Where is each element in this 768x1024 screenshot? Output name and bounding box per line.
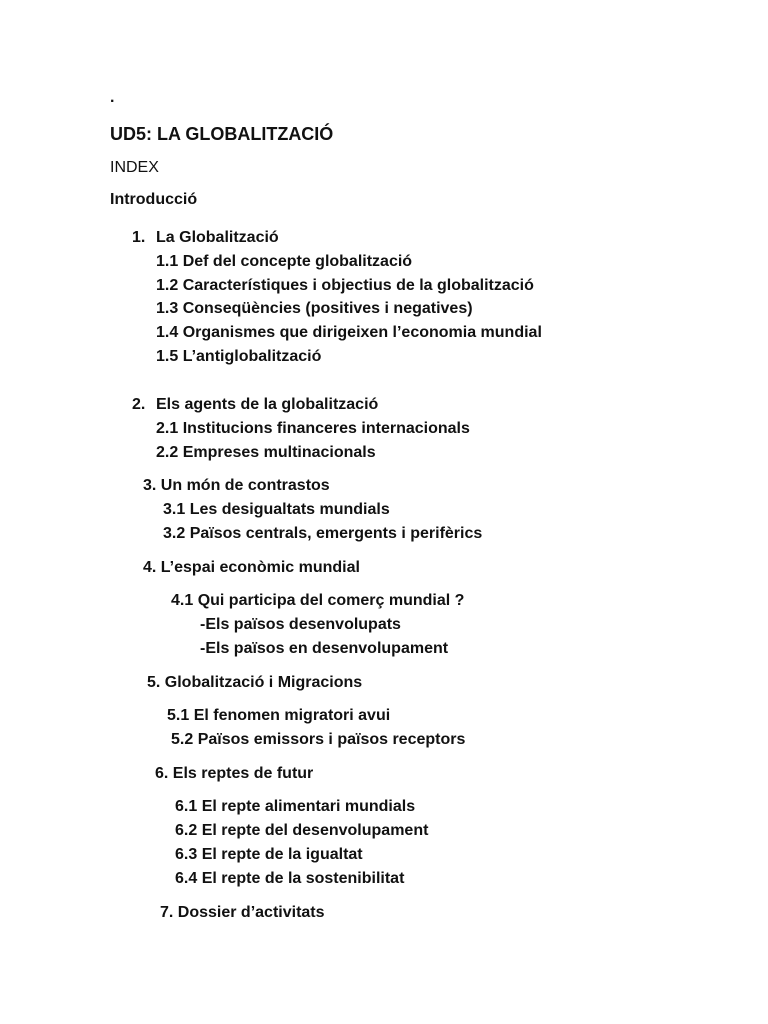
section-1-item: 1.5 L’antiglobalització <box>156 348 322 365</box>
section-6-item: 6.3 El repte de la igualtat <box>175 846 363 863</box>
section-4-subitem: -Els països en desenvolupament <box>200 640 449 657</box>
section-1-heading: La Globalització <box>156 229 279 246</box>
section-6-item: 6.1 El repte alimentari mundials <box>175 798 416 815</box>
section-3-heading: 3. Un món de contrastos <box>143 477 330 494</box>
section-1-item: 1.3 Conseqüències (positives i negatives) <box>156 300 473 317</box>
section-2-number: 2. <box>132 396 146 413</box>
section-2-item: 2.2 Empreses multinacionals <box>156 444 376 461</box>
section-6-item: 6.2 El repte del desenvolupament <box>175 822 429 839</box>
intro-heading: Introducció <box>110 191 198 208</box>
section-3-item: 3.1 Les desigualtats mundials <box>163 501 390 518</box>
section-5-heading: 5. Globalització i Migracions <box>147 674 363 691</box>
index-label: INDEX <box>110 159 159 176</box>
section-3-item: 3.2 Països centrals, emergents i perifèrics <box>163 525 483 542</box>
section-2-heading: Els agents de la globalització <box>156 396 379 413</box>
section-4-subitem: -Els països desenvolupats <box>200 616 401 633</box>
section-7-heading: 7. Dossier d’activitats <box>160 904 325 921</box>
section-5-item: 5.1 El fenomen migratori avui <box>167 707 391 724</box>
leading-dot: . <box>110 89 115 106</box>
section-1-item: 1.1 Def del concepte globalització <box>156 253 413 270</box>
section-6-item: 6.4 El repte de la sostenibilitat <box>175 870 405 887</box>
page-title: UD5: LA GLOBALITZACIÓ <box>110 124 334 144</box>
section-1-item: 1.2 Característiques i objectius de la globalització <box>156 277 534 294</box>
section-4-heading: 4. L’espai econòmic mundial <box>143 559 360 576</box>
section-2-item: 2.1 Institucions financeres internacionals <box>156 420 470 437</box>
section-1-item: 1.4 Organismes que dirigeixen l’economia mundial <box>156 324 542 341</box>
section-1-number: 1. <box>132 229 146 246</box>
section-6-heading: 6. Els reptes de futur <box>155 765 314 782</box>
section-5-item: 5.2 Països emissors i països receptors <box>171 731 466 748</box>
section-4-item: 4.1 Qui participa del comerç mundial ? <box>171 592 465 609</box>
